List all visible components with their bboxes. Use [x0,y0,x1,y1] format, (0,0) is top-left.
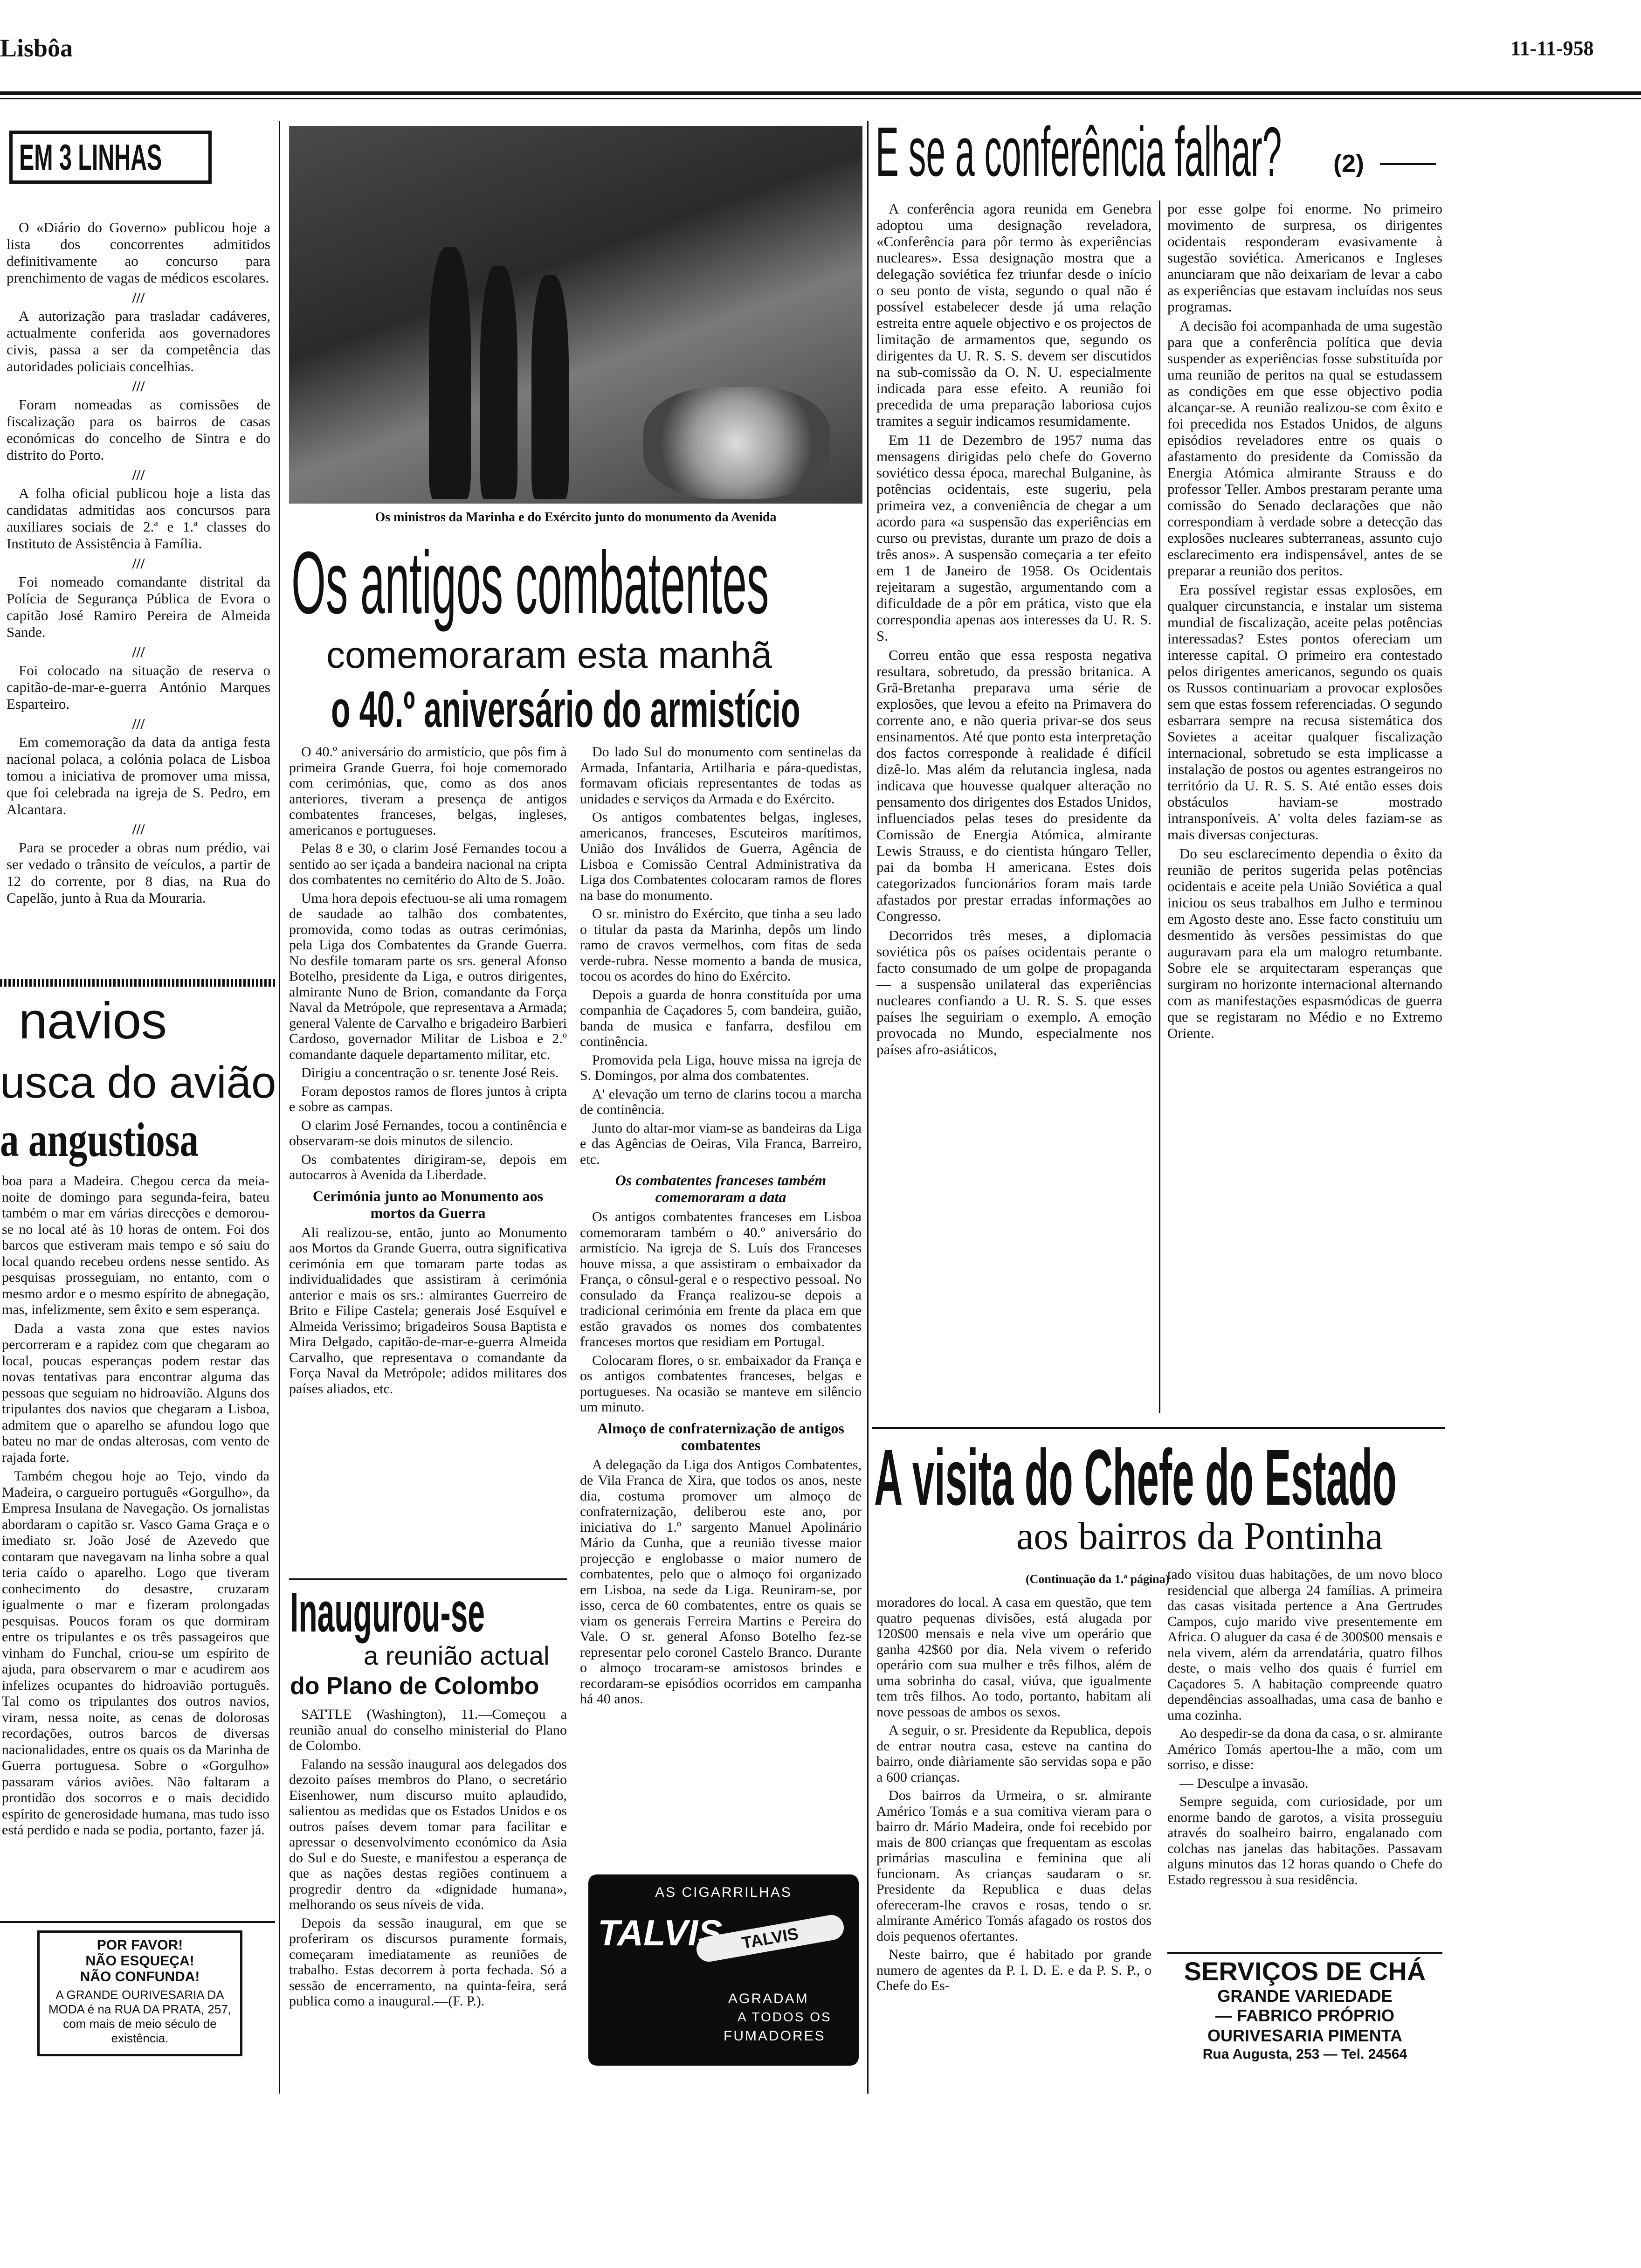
em3linhas-separator: /// [132,555,145,572]
visita-paragraph: Dos bairros da Urmeira, o sr. almirante Américo Tomás e a sua comitiva vieram para o bairro dr. Mário Madeira, onde foi recebido por mais de 800 crianças que frequentam as escolas primárias masculina e feminina que ali funcionam. As crianças saudaram o sr. Presidente da Republica e duas delas ofereceram-lhe cravos e rosas, tendo o sr. almirante Américo Tomás afagado os rostos dos dois pequenos ofertantes. [876,1788,1151,1944]
combatentes-paragraph: Dirigiu a concentração o sr. tenente José Reis. [301,1065,559,1080]
cigarillo-icon: TALVIS [695,1913,846,1964]
masthead-date: 11-11-958 [1510,37,1594,60]
visita-paragraph: Ao despedir-se da dona da casa, o sr. almirante Américo Tomás apertou-lhe a mão, com um sorriso, e disse: [1167,1726,1442,1772]
navios-paragraph: boa para a Madeira. Chegou cerca da meia-noite de domingo para segunda-feira, bateu também o mar em várias direcções e demorou-se no local até às 10 horas de ontem. Foi dos barcos que estiveram mais tempo e só saiu do local quando recebeu ordens nesse sentido. As pesquisas prosseguiam, no entanto, com o mesmo ardor e o mesmo espírito de abnegação, mas, infelizmente, sem êxito e sem esperança. [2,1173,269,1317]
photo-figure [480,266,517,499]
combatentes-paragraph: Colocaram flores, o sr. embaixador da França e os antigos combatentes franceses, belgas e portugueses. Na ocasião se manteve em silêncio um minuto. [580,1352,862,1415]
photo-figure [531,275,569,499]
visita-paragraph: — Desculpe a invasão. [1179,1775,1309,1791]
combatentes-subhead-almoco: Almoço de confraternização de antigos combatentes [597,1419,844,1453]
em3linhas-separator: /// [132,821,145,837]
combatentes-paragraph: A delegação da Liga dos Antigos Combatentes, de Vila Franca de Xira, que todos os anos, neste dia, costuma promover um almoço de confraternização, deliberou este ano, por iniciativa do 1.º sargento Manuel Apolinário Mário da Cunha, que a reunião tivesse maior projecção e englobasse o maior numero de combatentes, pelo que o almoço foi organizado em Lisboa, na sede da Liga. Reuniram-se, por isso, cerca de 60 combatentes, entre os quais se viam os generais Ferreira Martins e Pereira do Vale. O sr. general Afonso Botelho fez-se representar pelo coronel Castelo Branco. Durante o almoço trocaram-se amistosos brindes e recordaram-se episódios ocorridos em campanha há 40 anos. [580,1457,862,1707]
ad-cha-line: — FABRICO PRÓPRIO [1215,2006,1395,2025]
combatentes-subtitle-2: o 40.º aniversário do armistício [331,681,800,738]
em3linhas-separator: /// [132,643,145,660]
plano-subtitle-1: a reunião actual [364,1641,550,1670]
combatentes-paragraph: Junto do altar-mor viam-se as bandeiras da Liga e das Agências de Oeiras, Vila Franca, Barreiro, etc. [580,1120,862,1167]
plano-title: Inaugurou-se [290,1581,485,1644]
conferencia-num: (2) [1333,150,1364,178]
em3linhas-item: A autorização para trasladar cadáveres, actualmente conferida aos governadores civis, passa a ser da competência das autoridades policiais concelhias. [7,308,270,374]
plano-paragraph: Depois da sessão inaugural, em que se proferiram os discursos puramente formais, começaram imediatamente as reuniões de trabalho. Estas decorrem à porta fechada. Só a sessão de encerramento, na quinta-feira, será publica como a inaugural.—(F. P.). [289,1915,567,2009]
ad-servicos-cha [1167,1957,1442,2082]
conferencia-paragraph: A decisão foi acompanhada de uma sugestão para que a conferência política que devia suspender as experiências fosse substituída por uma reunião de peritos na qual se estudassem as condições em que esse objectivo podia alcançar-se. A reunião realizou-se com êxito e foi precedida nos Estados Unidos, de alguns episódios reveladores entre os quais o afastamento do presidente da Comissão da Energia Atómica almirante Strauss e do professor Teller. Ambos prestaram perante uma comissão do Senado declarações que não correspondiam à verdade sobre a detecção das explosões nucleares subterraneas, assunto cujo esclarecimento era indispensável, antes de se preparar a reunião dos peritos. [1167,318,1442,579]
em3linhas-separator: /// [132,466,145,483]
navios-paragraph: Dada a vasta zona que estes navios percorreram e a rapidez com que chegaram ao local, poucas esperanças podem restar das novas tentativas para encontrar alguma das pessoas que seguiam no hidroavião. Alguns dos tripulantes dos navios que chegaram a Lisboa, admitem que o aparelho se afundou logo que bateu no mar de ondas alterosas, com vento de rajada forte. [2,1321,269,1465]
combatentes-paragraph: Os antigos combatentes franceses em Lisboa comemoraram também o 40.º aniversário do armistício. Na igreja de S. Luís dos Franceses houve missa, a que assistiram o embaixador da França, o cônsul-geral e o respectivo pessoal. No consulado da França realizou-se depois a tradicional cerimónia em frente da placa em que estão gravados os nomes dos combatentes franceses mortos que residiam em Portugal. [580,1209,862,1349]
visita-paragraph: Sempre seguida, com curiosidade, por um enorme bando de garotos, a visita prosseguiu através do soalheiro bairro, engalanado com colchas nas janelas das habitações. Passavam alguns minutos das 12 horas quando o Chefe do Estado regressou à sua residência. [1167,1794,1442,1888]
visita-title: A visita do Chefe do Estado [874,1433,1397,1522]
navios-headline-1: navios [19,992,167,1050]
section-divider [872,1427,1445,1429]
masthead-city: Lisbôa [0,34,73,62]
ad-ourivesaria-moda [37,1930,242,2056]
visita-column-1 [876,1595,1151,2089]
em3linhas-item: Foi colocado na situação de reserva o capitão-de-mar-e-guerra António Marques Esparteiro. [7,662,270,712]
column-divider [279,121,280,2094]
conferencia-column-2 [1167,201,1442,1413]
section-divider [0,1921,275,1923]
combatentes-paragraph: Do lado Sul do monumento com sentinelas da Armada, Infantaria, Artilharia e pára-quedistas, formavam oficiais representantes de todas as unidades e serviços da Armada e do Exército. [580,744,862,807]
combatentes-paragraph: A' elevação um terno de clarins tocou a marcha de continência. [580,1086,862,1117]
visita-subtitle: aos bairros da Pontinha [1016,1514,1383,1558]
em3linhas-item: Foram nomeadas as comissões de fiscalização para os bairros de casas económicas do concelho de Sintra e do distrito do Porto. [7,396,270,463]
visita-paragraph: Neste bairro, que é habitado por grande numero de agentes da P. I. D. E. e da P. S. P., o Chefe do Es- [876,1947,1151,1993]
combatentes-paragraph: O clarim José Fernandes, tocou a continência e observaram-se dois minutos de silencio. [289,1117,567,1148]
combatentes-title: Os antigos combatentes [291,533,769,632]
combatentes-paragraph: Pelas 8 e 30, o clarim José Fernandes tocou a sentido ao ser içada a bandeira nacional na cripta dos combatentes no cemitério do Alto de S. João. [289,841,567,887]
combatentes-paragraph: Uma hora depois efectuou-se ali uma romagem de saudade ao talhão dos combatentes, promovida, como todas as outras cerimónias, pela Liga dos Combatentes da Grande Guerra. No desfile tomaram parte os srs. general Afonso Botelho, presidente da Liga, e outros dirigentes, almirante Nuno de Brion, comandante da Força Naval da Metrópole, que representava a Armada; general Valente de Carvalho e brigadeiro Barbieri Cardoso, governador Militar de Lisboa e 2.º comandante daquele departamento militar, etc. [289,890,567,1062]
conferencia-paragraph: Do seu esclarecimento dependia o êxito da reunião de peritos sugerida pelas potências ocidentais e aceite pela União Soviética a qual iniciou os seus trabalhos em Julho e terminou em Agosto deste ano. Esse facto constituiu um desmentido às versões pessimistas do que auguravam para ela um malogro retumbante. Sobre ele se arquitectaram esperanças que surgiram no horizonte internacional alternando com as manifestações espasmódicas de guerra que se registaram no Médio e no Extremo Oriente. [1167,845,1442,1041]
combatentes-paragraph: Depois a guarda de honra constituída por uma companhia de Caçadores 5, com bandeira, guião, banda de musica e fanfarra, desfilou em continência. [580,987,862,1049]
section-divider [289,1578,567,1580]
combatentes-paragraph: Os antigos combatentes belgas, ingleses, americanos, franceses, Escuteiros marítimos, União dos Inválidos de Guerra, Agência de Lisboa e Comissão Central Administrativa da Liga dos Combatentes colocaram ramos de flores na base do monumento. [580,809,862,903]
section-divider [0,979,275,987]
em3linhas-item: O «Diário do Governo» publicou hoje a lista dos concorrentes admitidos definitivamente ao concurso para prenchimento de vagas de médicos escolares. [7,219,270,286]
combatentes-paragraph: O 40.º aniversário do armistício, que pôs fim à primeira Grande Guerra, foi hoje comemorado com cerimónias, que, como as dos anos anteriores, tiveram a presença de antigos combatentes franceses, belgas, ingleses, americanos e portugueses. [289,744,567,838]
masthead-rule-thin [0,98,1641,99]
conferencia-title: E se a conferência falhar? [876,112,1282,191]
navios-headline-3: a angustiosa [0,1113,199,1167]
em3linhas-item: Foi nomeado comandante distrital da Polícia de Segurança Pública de Evora o capitão José Ramiro Pereira de Almeida Sande. [7,574,270,640]
ad-talvis-bottom: FUMADORES [724,2028,826,2044]
em3linhas-item: Para se proceder a obras num prédio, vai ser vedado o trânsito de veículos, a partir de 12 do corrente, por 8 dias, na Rua do Capelão, junto à Rua da Mouraria. [7,839,270,906]
visita-column-2 [1167,1567,1442,1940]
combatentes-column-1 [289,744,567,1644]
combatentes-paragraph: Promovida pela Liga, houve missa na igreja de S. Domingos, por alma dos combatentes. [580,1052,862,1083]
visita-paragraph: moradores do local. A casa em questão, que tem quatro pequenas divisões, está alugada por 120$00 mensais e nela vive um operário que ganha 42$60 por dia. Nela vivem o referido operário com sua mulher e três filhos, além de uma sobrinha do casal, viúva, que igualmente tem três filhos. Ao todo, portanto, habitam ali nove pessoas de ambos os sexos. [876,1595,1151,1720]
ad-talvis-brand: TALVIS [598,1912,723,1953]
visita-paragraph: tado visitou duas habitações, de um novo bloco residencial que alberga 24 famílias. A primeira das casas visitada pertence a Ana Gertrudes Campos, cujo marido vive presentemente em Africa. O aluguer da casa é de 300$00 mensais e nela vivem, além da arrendatária, quatro filhos deste, o mais velho dos quais é furriel em Caçadores 5. A habitação compreende quatro dependências assoalhadas, uma casa de banho e uma cozinha. [1167,1567,1442,1723]
ad-talvis-bottom: AGRADAM [728,1991,809,2006]
photo-flowers [643,387,830,499]
ad-cha-line: GRANDE VARIEDADE [1217,1986,1393,2005]
conferencia-paragraph: Em 11 de Dezembro de 1957 numa das mensagens dirigidas pelo chefe do Governo soviético dessa época, marechal Bulganine, às potências ocidentais, este sugeriu, pela primeira vez, a conveniência de chegar a um acordo para «a suspensão das experiências em curso ou previstas, durante um prazo de dois a três anos». A suspensão começaria a ter efeito em 1 de Janeiro de 1958. Os Ocidentais rejeitaram a sugestão, argumentando com a dificuldade de a pôr em prática, visto que ela correspondia apenas aos interesses da U. R. S. S. [876,432,1151,644]
ad-line: NÃO CONFUNDA! [80,1969,200,1984]
section-divider [1167,1952,1442,1954]
navios-paragraph: Também chegou hoje ao Tejo, vindo da Madeira, o cargueiro português «Gorgulho», da Empresa Insulana de Navegação. Os jornalistas abordaram o capitão sr. Vasco Gama Graça e o imediato sr. João José de Azevedo que contaram que navegavam na linha sobre a qual teria caído o aparelho. Logo que tiveram conhecimento do desastre, cruzaram igualmente o mar e fizeram prolongadas pesquisas. Poucos foram os que dormiram entre os tripulantes e os três passageiros que vinham do Funchal, criou-se um espírito de ajuda, para observarem o mar e acudirem aos infelizes ocupantes do hidroavião português. Tal como os tripulantes dos outros navios, viram, nessa noite, as cenas de dolorosas recordações, outros barcos de diversas nacionalidades, entre os quais os da Marinha de Guerra portuguesa. Sobre o «Gorgulho» passaram vários aviões. Não faltaram a prontidão dos socorros e o mais decidido espírito de generosidade humana, mas tudo isso está perdido e nada se podia, portanto, fazer já. [2,1468,269,1838]
visita-paragraph: A seguir, o sr. Presidente da Republica, depois de entrar noutra casa, esteve na cantina do bairro, onde diàriamente são servidas sopa e pão a 600 crianças. [876,1722,1151,1785]
em3linhas-separator: /// [132,289,145,306]
combatentes-paragraph: O sr. ministro do Exército, que tinha a seu lado o titular da pasta da Marinha, depôs um lindo ramo de cravos vermelhos, com fitas de seda verde-rubra. Nesse momento a banda de musica, tocou os acordes do hino do Exército. [580,906,862,984]
navios-body [2,1173,269,1947]
combatentes-paragraph: Os combatentes dirigiram-se, depois em autocarros à Avenida da Liberdade. [289,1151,567,1182]
combatentes-subtitle-1: comemoraram esta manhã [326,634,772,676]
combatentes-paragraph: Ali realizou-se, então, junto ao Monumento aos Mortos da Grande Guerra, outra significativa cerimónia em que tomaram parte todas as individualidades que assistiram à cerimónia anterior e mais os srs.: almirantes Guerreiro de Brito e Filipe Castela; generais José Esquível e Almeida Verissimo; brigadeiros Sousa Baptista e Mira Delgado, capitão-de-mar-e-guerra Almeida Carvalho, que representava o comandante da Força Naval da Metrópole; adidos militares dos países aliados, etc. [289,1224,567,1397]
em3linhas-item: A folha oficial publicou hoje a lista das candidatas admitidas aos concursos para auxiliares sociais de 2.ª e 1.ª classes do Instituto de Assistência à Família. [7,485,270,552]
ad-cha-line: Rua Augusta, 253 — Tel. 24564 [1202,2047,1407,2062]
visita-continuation: (Continuação da 1.ª página) [1026,1572,1170,1586]
em3linhas-separator: /// [132,715,145,732]
ad-body: A GRANDE OURIVESARIA DA MODA é na RUA DA PRATA, 257, com mais de meio século de existência. [48,1988,232,2045]
plano-paragraph: SATTLE (Washington), 11.—Começou a reunião anual do conselho ministerial do Plano de Colombo. [289,1707,567,1753]
combatentes-paragraph: Foram depostos ramos de flores juntos à cripta e sobre as campas. [289,1083,567,1114]
em3linhas-title: EM 3 LINHAS [19,137,162,178]
em3linhas-column [7,219,270,975]
ad-talvis-bottom: A TODOS OS [738,2010,832,2024]
em3linhas-item: Em comemoração da data da antiga festa nacional polaca, a colónia polaca de Lisboa tomou a iniciativa de promover uma missa, que foi celebrada na igreja de S. Pedro, em Alcantara. [7,734,270,817]
conferencia-paragraph: Correu então que essa resposta negativa resultara, sobretudo, da pressão britanica. A Grã-Bretanha preparava uma série de explosões, que levou a efeito na Primavera do corrente ano, e não queria privar-se dos seus ensinamentos. Até que ponto esta interpretação dos factos corresponde à realidade é difícil dizê-lo. Mas além da relutancia inglesa, nada indicava que houvesse qualquer alteração no pensamento dos dirigentes dos Estados Unidos, influenciados pelas teses do presidente da Comissão de Energia Atómica, almirante Lewis Strauss, e do cientista húngaro Teller, pai da bomba H americana. Estes dois categorizados funcionários foram mais tarde afastados por prestar erradas informações ao Congresso. [876,647,1151,924]
masthead-rule [0,91,1641,95]
ad-talvis [588,1874,859,2066]
ad-line: NÃO ESQUEÇA! [85,1953,194,1969]
conferencia-title-rule [1380,163,1436,165]
combatentes-subhead-cerimonia: Cerimónia junto ao Monumento aos mortos da Guerra [312,1187,544,1221]
news-photo [289,126,862,504]
ad-talvis-top: AS CIGARRILHAS [655,1885,792,1900]
ad-cha-title: SERVIÇOS DE CHÁ [1184,1957,1426,1986]
em3linhas-separator: /// [132,378,145,394]
conferencia-paragraph: por esse golpe foi enorme. No primeiro movimento de surpresa, os dirigentes ocidentais responderam evasivamente à sugestão soviética. Americanos e Ingleses anunciaram que não deixariam de levar a cabo as experiências que estavam incluídas nos seus programas. [1167,201,1442,315]
photo-caption: Os ministros da Marinha e do Exército junto do monumento da Avenida [375,510,777,525]
plano-paragraph: Falando na sessão inaugural aos delegados dos dezoito países membros do Plano, o secretário Eisenhower, num discurso muito aplaudido, salientou as medidas que os Estados Unidos e os outros países devem tomar para facilitar e apressar o desenvolvimento económico da Asia do Sul e do Sueste, e manifestou a esperança de que as nações destas regiões continuem a progredir dentro da «dignidade humana», melhorando os seus níveis de vida. [289,1756,567,1912]
column-divider [867,121,869,2094]
em3linhas-title-box [9,131,212,184]
conferencia-paragraph: A conferência agora reunida em Genebra adoptou uma designação reveladora, «Conferência para pôr termo às experiências nucleares». Essa designação mostra que a delegação soviética fez triunfar desde o início o seu ponto de vista, segundo o qual não é possível estabelecer desde já uma relação estreita entre aquele objectivo e os projectos de limitação de armamentos que, segundo os dirigentes da U. R. S. S. devem ser discutidos na sub-comissão da O. N. U. especialmente indicada para esse efeito. A reunião foi precedida de uma preparação laboriosa cujos tramites a seguir indicamos resumidamente. [876,201,1151,429]
ad-cha-line: OURIVESARIA PIMENTA [1207,2026,1403,2045]
plano-body [289,1707,567,2094]
combatentes-subhead-franceses: Os combatentes franceses também comemoraram a data [615,1172,827,1205]
photo-figure [429,247,471,499]
conferencia-column-1 [876,201,1151,1413]
conferencia-paragraph: Era possível registar essas explosões, em qualquer circunstancia, e instalar um sistema mundial de fiscalização, aceite pelas potências interessadas? Estes pontos ofereciam um interesse capital. O primeiro era contestado pelos dirigentes americanos, segundo os quais os Russos continuariam a provocar explosões sem que estas fossem referenciadas. O segundo esbarrara sempre na recusa sistemática dos Sovietes a aceitar qualquer fiscalização internacional, sobretudo se esta implicasse a instalação de postos ou agentes estrangeiros no território da U. R. S. S. Até então esses dois obstáculos haviam-se mostrado intransponíveis. A' volta deles faziam-se as mais diversas conjecturas. [1167,581,1442,843]
navios-headline-2: usca do avião [0,1058,276,1107]
plano-subtitle-2: do Plano de Colombo [290,1673,539,1700]
conferencia-paragraph: Decorridos três meses, a diplomacia soviética pôs os países ocidentais perante o facto consumado de um golpe de propaganda — a suspensão unilateral das experiências nucleares confiando a U. R. S. S. que esses países lhe seguiriam o exemplo. A emoção provocada no Mundo, especialmente nos países afro-asiáticos, [876,927,1151,1058]
column-divider [1159,201,1160,1413]
ad-line: POR FAVOR! [97,1937,183,1953]
